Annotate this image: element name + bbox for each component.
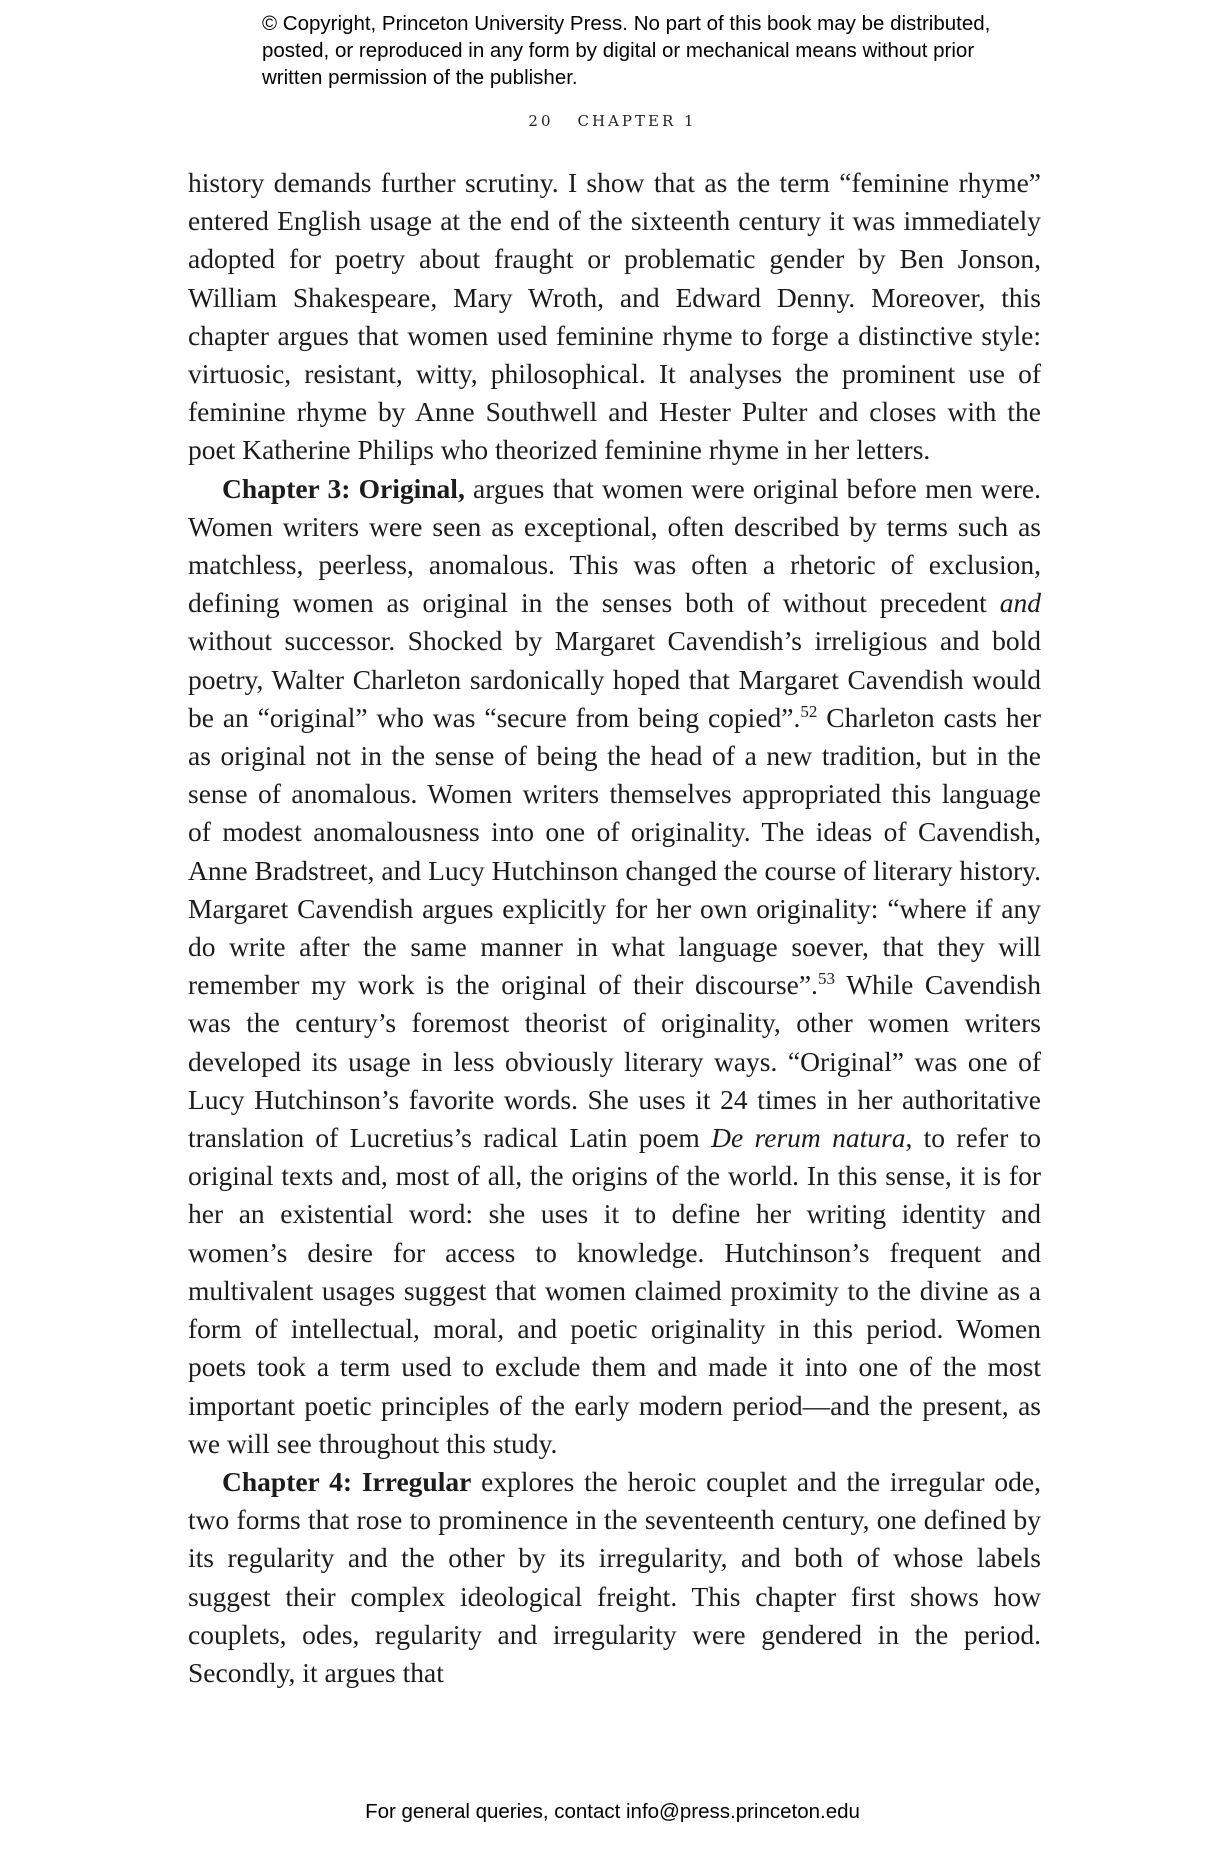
footer-contact: For general queries, contact info@press.princeton.edu <box>365 1800 860 1823</box>
page-number: 20 <box>528 112 554 130</box>
paragraph-text: explores the heroic couplet and the irregular ode, two forms that rose to prominence in the seventeenth century, one defined by its regularity and the other by its irregularity, and both of whose labels suggest their complex ideological freight. This chapter first shows how couplets, odes, regularity and irregularity were gendered in the period. Secondly, it argues that <box>188 1465 1041 1688</box>
paragraph-chapter-4 <box>188 1463 1041 1692</box>
chapter-label: CHAPTER 1 <box>577 112 697 130</box>
work-title: De rerum natura <box>711 1122 906 1154</box>
footnote-ref-52[interactable]: 52 <box>800 701 818 721</box>
paragraph-text: argues that women were original before men were. Women writers were seen as exceptional, often described by terms such as matchless, peerless, anomalous. This was often a rhetoric of exclusion, defining women as original in the senses both of without precedent <box>188 472 1041 619</box>
paragraph-chapter-2-continued <box>188 164 1041 470</box>
chapter-3-heading: Chapter 3: Original, <box>222 472 465 504</box>
paragraph-text: , to refer to original texts and, most of all, the origins of the world. In this sense, it is for her an existential word: she uses it to define her writing identity and women’s desire for access to knowledge. Hutchinson’s frequent and multivalent usages suggest that women claimed proximity to the divine as a form of intellectual, moral, and poetic originality in this period. Women poets took a term used to exclude them and made it into one of the most important poetic principles of the early modern period—and the present, as we will see throughout this study. <box>188 1122 1042 1459</box>
running-head <box>0 112 1225 130</box>
paragraph-text: While Cavendish was the century’s foremost theorist of originality, other women writers developed its usage in less obviously literary ways. “Original” was one of Lucy Hutchinson’s favorite words. She uses it 24 times in her authoritative translation of Lucretius’s radical Latin poem <box>188 969 1042 1154</box>
chapter-4-heading: Chapter 4: Irregular <box>222 1465 472 1497</box>
footnote-ref-53[interactable]: 53 <box>817 969 835 989</box>
emphasis-text: and <box>999 587 1041 619</box>
paragraph-text: without successor. Shocked by Margaret Cavendish’s irreligious and bold poetry, Walter Charleton sardonically hoped that Margaret Cavendish would be an “original” who was “secure from being copied”. <box>188 625 1041 733</box>
paragraph-text: Charleton casts her as original not in the sense of being the head of a new tradition, but in the sense of anomalous. Women writers themselves appropriated this language of modest anomalousness into one of originality. The ideas of Cavendish, Anne Bradstreet, and Lucy Hutchinson changed the course of literary history. Margaret Cavendish argues explicitly for her own originality: “where if any do write after the same manner in what language soever, that they will remember my work is the original of their discourse”. <box>188 701 1041 1001</box>
paragraph-chapter-3 <box>188 470 1041 1463</box>
copyright-notice: © Copyright, Princeton University Press. No part of this book may be distributed, posted, or reproduced in any form by digital or mechanical means without prior written permission of the publisher. <box>262 12 991 89</box>
paragraph-text: history demands further scrutiny. I show that as the term “feminine rhyme” entered English usage at the end of the sixteenth century it was immediately adopted for poetry about fraught or problematic gender by Ben Jonson, William Shakespeare, Mary Wroth, and Edward Denny. Moreover, this chapter argues that women used feminine rhyme to forge a distinctive style: virtuosic, resistant, witty, philosophical. It analyses the prominent use of feminine rhyme by Anne Southwell and Hester Pulter and closes with the poet Katherine Philips who theorized feminine rhyme in her letters. <box>188 167 1041 466</box>
body-text <box>188 164 1041 1692</box>
